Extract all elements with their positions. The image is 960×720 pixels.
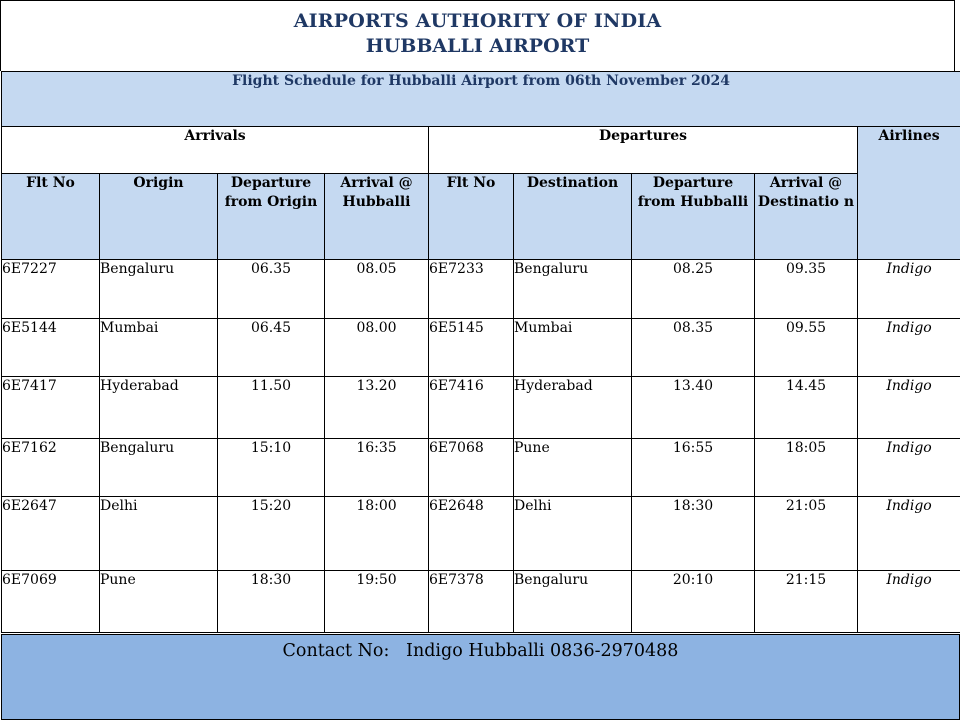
cell-arrival-at-destination: 14.45 [755, 377, 858, 439]
cell-departure-from-hubballi: 16:55 [632, 439, 755, 497]
header-authority: AIRPORTS AUTHORITY OF INDIA [293, 10, 662, 32]
departures-header: Departures [429, 127, 858, 174]
col-dep-flt-no: Flt No [429, 174, 514, 260]
cell-arrival-at-hubballi: 13.20 [325, 377, 429, 439]
cell-origin: Delhi [100, 497, 218, 571]
cell-airline: Indigo [858, 377, 960, 439]
table-row [2, 497, 960, 571]
cell-arrival-at-hubballi: 08.05 [325, 260, 429, 319]
cell-arr-flt-no: 6E2647 [2, 497, 100, 571]
table-row [2, 439, 960, 497]
schedule-subtitle: Flight Schedule for Hubballi Airport from 06th November 2024 [2, 72, 960, 127]
cell-airline: Indigo [858, 319, 960, 377]
table-row [2, 571, 960, 633]
cell-arrival-at-destination: 09.55 [755, 319, 858, 377]
header-airport: HUBBALLI AIRPORT [365, 35, 590, 57]
cell-arrival-at-destination: 09.35 [755, 260, 858, 319]
cell-arrival-at-hubballi: 16:35 [325, 439, 429, 497]
flight-rows [2, 260, 960, 633]
cell-arrival-at-hubballi: 08.00 [325, 319, 429, 377]
col-arr-flt-no: Flt No [2, 174, 100, 260]
group-header-row [2, 127, 960, 174]
cell-dep-flt-no: 6E7378 [429, 571, 514, 633]
cell-dep-flt-no: 6E7233 [429, 260, 514, 319]
col-departure-from-hubballi: Departure from Hubballi [632, 174, 755, 260]
cell-arrival-at-destination: 18:05 [755, 439, 858, 497]
cell-arrival-at-hubballi: 19:50 [325, 571, 429, 633]
cell-departure-from-hubballi: 18:30 [632, 497, 755, 571]
cell-departure-from-origin: 15:20 [218, 497, 325, 571]
cell-destination: Pune [514, 439, 632, 497]
cell-origin: Pune [100, 571, 218, 633]
cell-arrival-at-destination: 21:15 [755, 571, 858, 633]
cell-arr-flt-no: 6E7069 [2, 571, 100, 633]
cell-arr-flt-no: 6E7227 [2, 260, 100, 319]
cell-origin: Hyderabad [100, 377, 218, 439]
cell-arr-flt-no: 6E7417 [2, 377, 100, 439]
cell-arrival-at-destination: 21:05 [755, 497, 858, 571]
cell-departure-from-origin: 06.45 [218, 319, 325, 377]
cell-departure-from-hubballi: 20:10 [632, 571, 755, 633]
cell-airline: Indigo [858, 439, 960, 497]
col-origin: Origin [100, 174, 218, 260]
cell-airline: Indigo [858, 497, 960, 571]
cell-departure-from-origin: 15:10 [218, 439, 325, 497]
cell-departure-from-origin: 18:30 [218, 571, 325, 633]
cell-destination: Bengaluru [514, 571, 632, 633]
cell-destination: Hyderabad [514, 377, 632, 439]
arrivals-header: Arrivals [2, 127, 429, 174]
col-departure-from-origin: Departure from Origin [218, 174, 325, 260]
col-arrival-at-hubballi: Arrival @ Hubballi [325, 174, 429, 260]
cell-departure-from-origin: 06.35 [218, 260, 325, 319]
cell-origin: Mumbai [100, 319, 218, 377]
subtitle-row [2, 72, 960, 127]
cell-airline: Indigo [858, 260, 960, 319]
cell-origin: Bengaluru [100, 439, 218, 497]
cell-departure-from-hubballi: 08.25 [632, 260, 755, 319]
cell-airline: Indigo [858, 571, 960, 633]
cell-departure-from-origin: 11.50 [218, 377, 325, 439]
contact-info: Contact No: Indigo Hubballi 0836-2970488 [282, 641, 679, 661]
cell-destination: Delhi [514, 497, 632, 571]
table-row [2, 377, 960, 439]
cell-destination: Bengaluru [514, 260, 632, 319]
footer [1, 634, 960, 720]
cell-dep-flt-no: 6E7416 [429, 377, 514, 439]
table-row [2, 319, 960, 377]
airlines-header: Airlines [858, 127, 960, 260]
cell-dep-flt-no: 6E5145 [429, 319, 514, 377]
cell-arr-flt-no: 6E7162 [2, 439, 100, 497]
cell-origin: Bengaluru [100, 260, 218, 319]
flight-schedule-table [1, 71, 960, 633]
cell-arrival-at-hubballi: 18:00 [325, 497, 429, 571]
cell-arr-flt-no: 6E5144 [2, 319, 100, 377]
col-destination: Destination [514, 174, 632, 260]
document-header [0, 0, 955, 71]
cell-departure-from-hubballi: 08.35 [632, 319, 755, 377]
table-row [2, 260, 960, 319]
col-arrival-at-destination: Arrival @ Destinatio n [755, 174, 858, 260]
cell-dep-flt-no: 6E2648 [429, 497, 514, 571]
cell-destination: Mumbai [514, 319, 632, 377]
cell-departure-from-hubballi: 13.40 [632, 377, 755, 439]
cell-dep-flt-no: 6E7068 [429, 439, 514, 497]
column-header-row [2, 174, 960, 260]
